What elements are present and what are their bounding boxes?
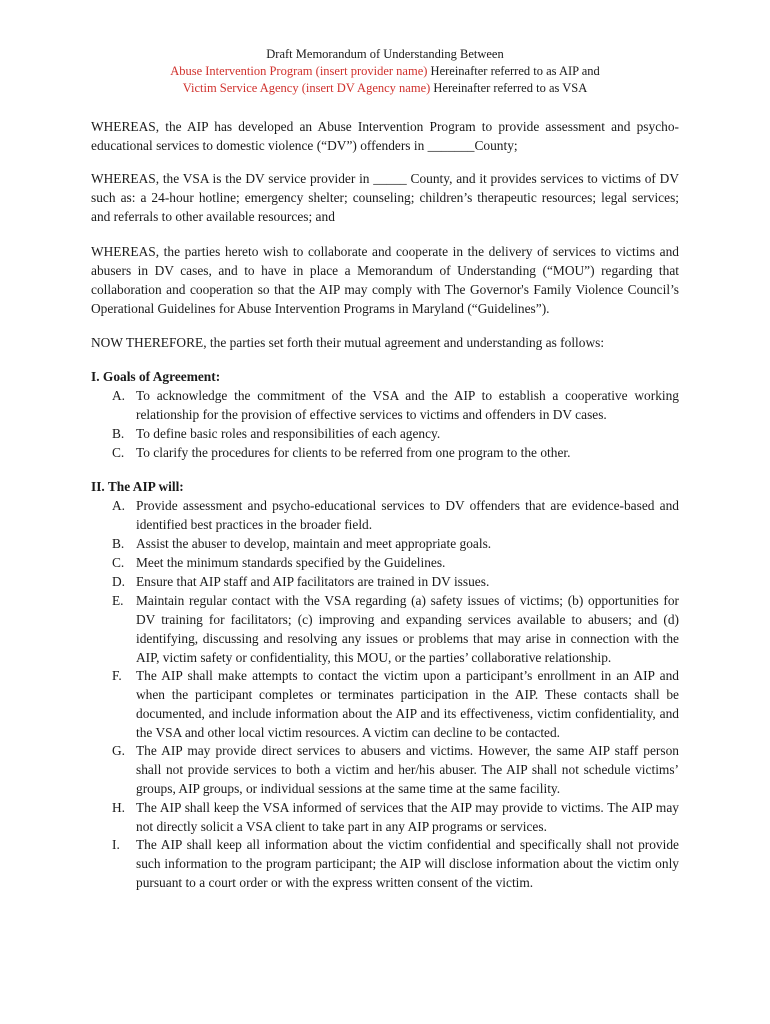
aip-provider-placeholder: Abuse Intervention Program (insert provider name) <box>170 64 428 78</box>
vsa-agency-placeholder: Victim Service Agency (insert DV Agency name) <box>182 81 431 95</box>
section-2-heading: II. The AIP will: <box>91 479 184 494</box>
section-1-heading: I. Goals of Agreement: <box>91 369 221 384</box>
list-item: A. Provide assessment and psycho-educational services to DV offenders that are evidence-based and identified best practices in the broader field. <box>112 498 679 532</box>
whereas-paragraph-3: WHEREAS, the parties hereto wish to collaborate and cooperate in the delivery of services to victims and abusers in DV cases, and to have in place a Memorandum of Understanding (“MOU”) regarding that collaboration and cooperation so that the AIP may comply with The Governor's Family Violence Council’s Operational Guidelines for Abuse Intervention Programs in Maryland (“Guidelines”). <box>91 244 679 316</box>
header-title: Draft Memorandum of Understanding Between <box>266 47 504 61</box>
list-item: C. Meet the minimum standards specified by the Guidelines. <box>112 555 446 570</box>
now-therefore-paragraph: NOW THEREFORE, the parties set forth their mutual agreement and understanding as follows: <box>91 335 605 350</box>
whereas-paragraph-1: WHEREAS, the AIP has developed an Abuse Intervention Program to provide assessment and psycho-educational services to domestic violence (“DV”) offenders in _______County; <box>91 119 679 153</box>
whereas-paragraph-2: WHEREAS, the VSA is the DV service provider in _____ County, and it provides services to victims of DV such as: a 24-hour hotline; emergency shelter; counseling; children’s therapeutic resources; legal services; and referrals to other available resources; and <box>91 171 679 224</box>
list-item: I. The AIP shall keep all information about the victim confidential and specifically shall not provide such information to the program participant; the AIP will disclose information about the victim only pursuant to a court order or with the express written consent of the victim. <box>112 837 679 890</box>
list-item: C. To clarify the procedures for clients to be referred from one program to the other. <box>112 445 571 460</box>
document-header <box>0 46 770 97</box>
list-item: E. Maintain regular contact with the VSA regarding (a) safety issues of victims; (b) opportunities for DV training for facilitators; (c) improving and expanding services available to abusers; and (d) identifying, discussing and resolving any issues or problems that may arise in connection with the AIP, victim safety or confidentiality, this MOU, or the parties’ collaborative relationship. <box>112 593 679 665</box>
header-vsa-line: Victim Service Agency (insert DV Agency name) Hereinafter referred to as VSA <box>182 81 588 95</box>
list-item: D. Ensure that AIP staff and AIP facilitators are trained in DV issues. <box>112 574 490 589</box>
list-item: G. The AIP may provide direct services to abusers and victims. However, the same AIP staff person shall not provide services to both a victim and her/his abuser. The AIP shall not schedule victims’ groups, AIP groups, or individual sessions at the same time at the same facility. <box>112 743 679 796</box>
list-item: H. The AIP shall keep the VSA informed of services that the AIP may provide to victims. The AIP may not directly solicit a VSA client to take part in any AIP programs or services. <box>112 800 679 834</box>
list-item: B. Assist the abuser to develop, maintain and meet appropriate goals. <box>112 536 492 551</box>
list-item: A. To acknowledge the commitment of the VSA and the AIP to establish a cooperative working relationship for the provision of effective services to victims and offenders in DV cases. <box>112 388 679 422</box>
list-item: F. The AIP shall make attempts to contact the victim upon a participant’s enrollment in an AIP and when the participant completes or terminates participation in the AIP. These contacts shall be documented, and include information about the AIP and its effectiveness, victim confidentiality, and the VSA and other local victim resources. A victim can decline to be contacted. <box>112 668 679 740</box>
list-item: B. To define basic roles and responsibilities of each agency. <box>112 426 441 441</box>
header-aip-line: Abuse Intervention Program (insert provider name) Hereinafter referred to as AIP and <box>170 64 600 78</box>
